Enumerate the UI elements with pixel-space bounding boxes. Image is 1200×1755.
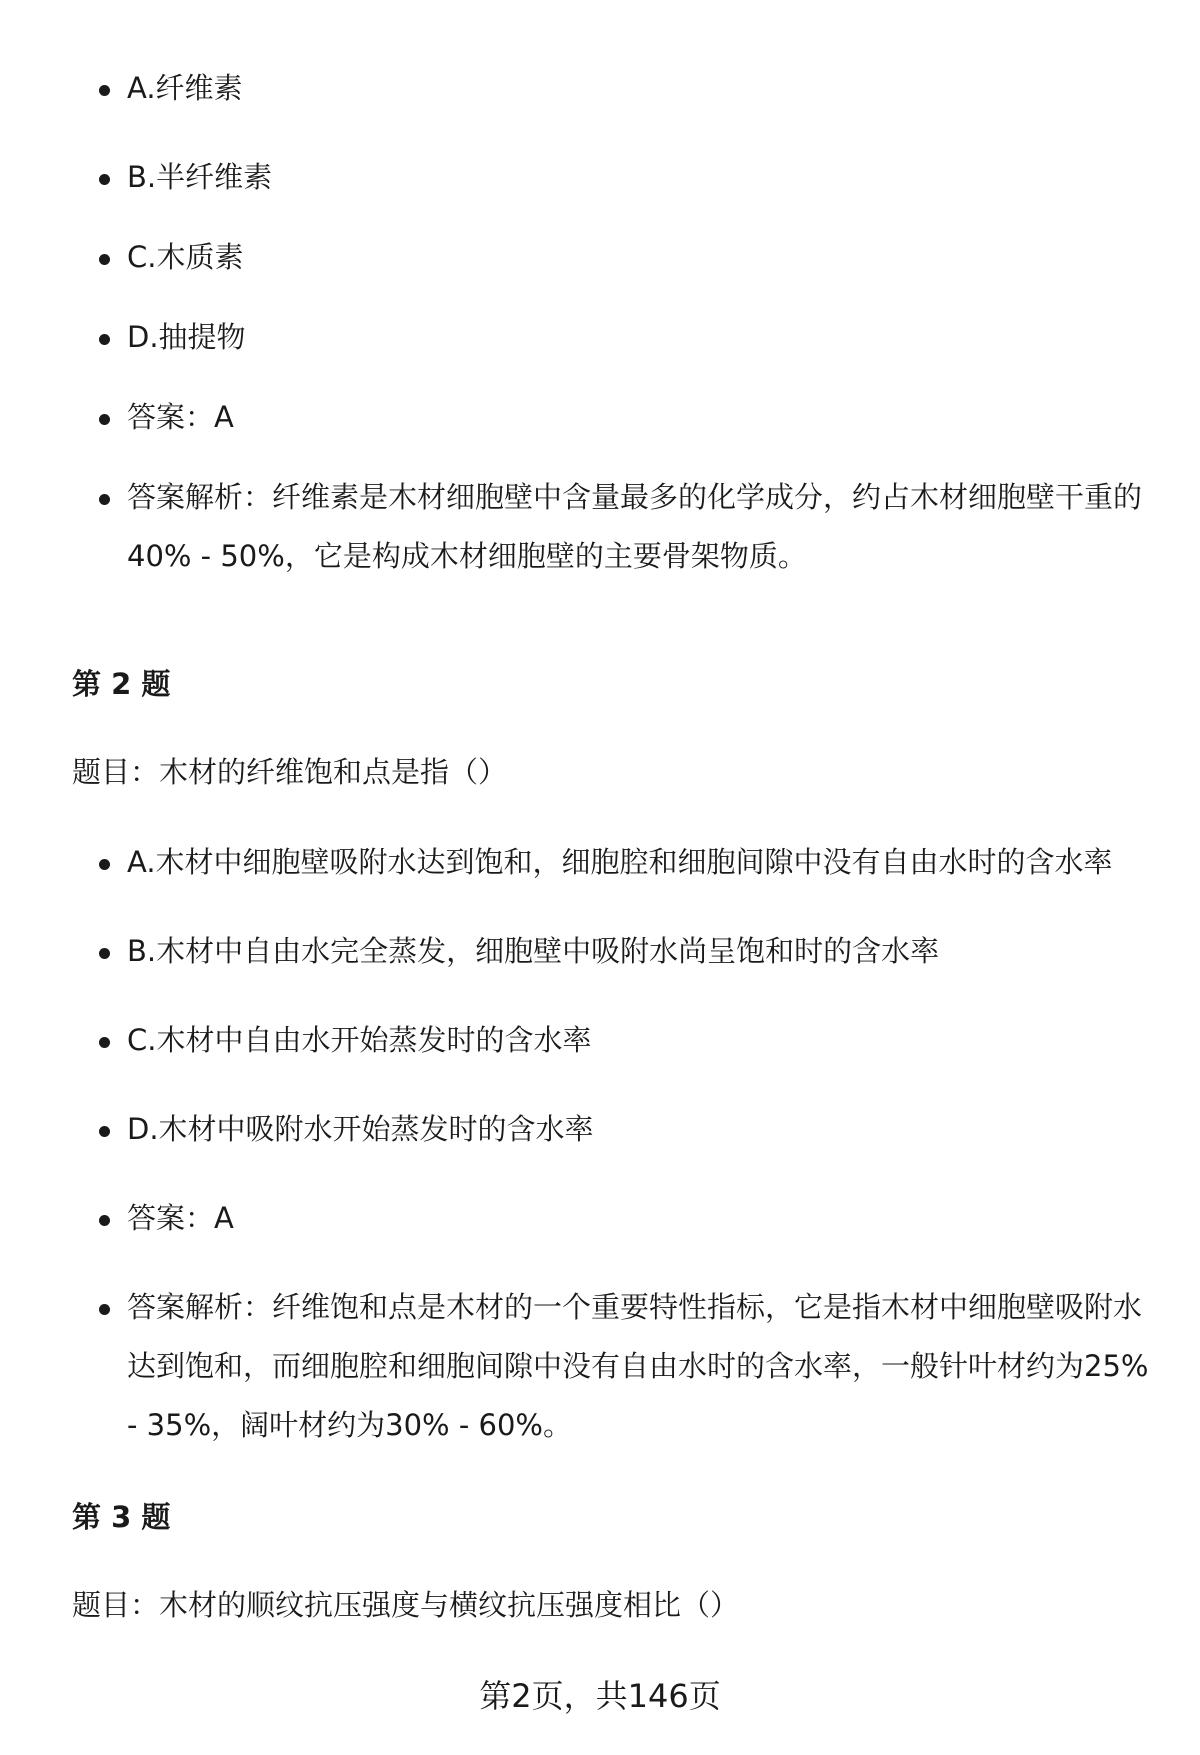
option-b: B.半纤维素 xyxy=(72,148,1152,207)
answer-explanation: 答案解析：纤维素是木材细胞壁中含量最多的化学成分，约占木材细胞壁干重的40% - 50%，它是构成木材细胞壁的主要骨架物质。 xyxy=(72,468,1152,586)
question-3-text: 题目：木材的顺纹抗压强度与横纹抗压强度相比（） xyxy=(72,1588,740,1622)
option-b: B.木材中自由水完全蒸发，细胞壁中吸附水尚呈饱和时的含水率 xyxy=(72,922,1152,981)
option-a: A.纤维素 xyxy=(72,59,1152,118)
option-c: C.木材中自由水开始蒸发时的含水率 xyxy=(72,1011,1152,1070)
option-c: C.木质素 xyxy=(72,228,1152,287)
answer: 答案：A xyxy=(72,388,1152,447)
answer-explanation: 答案解析：纤维饱和点是木材的一个重要特性指标，它是指木材中细胞壁吸附水达到饱和，而细胞腔和细胞间隙中没有自由水时的含水率，一般针叶材约为25% - 35%，阔叶材约为30% - 60%。 xyxy=(72,1278,1152,1455)
question-2-text: 题目：木材的纤维饱和点是指（） xyxy=(72,755,508,789)
option-a: A.木材中细胞壁吸附水达到饱和，细胞腔和细胞间隙中没有自由水时的含水率 xyxy=(72,833,1152,892)
answer: 答案：A xyxy=(72,1189,1152,1248)
question-2-options xyxy=(72,833,1152,1455)
option-d: D.抽提物 xyxy=(72,308,1152,367)
option-d: D.木材中吸附水开始蒸发时的含水率 xyxy=(72,1100,1152,1159)
page-number-footer: 第2页，共146页 xyxy=(479,1677,721,1715)
question-1-options xyxy=(72,59,1152,586)
question-3-heading: 第 3 题 xyxy=(72,1500,171,1534)
question-2-heading: 第 2 题 xyxy=(72,667,171,701)
